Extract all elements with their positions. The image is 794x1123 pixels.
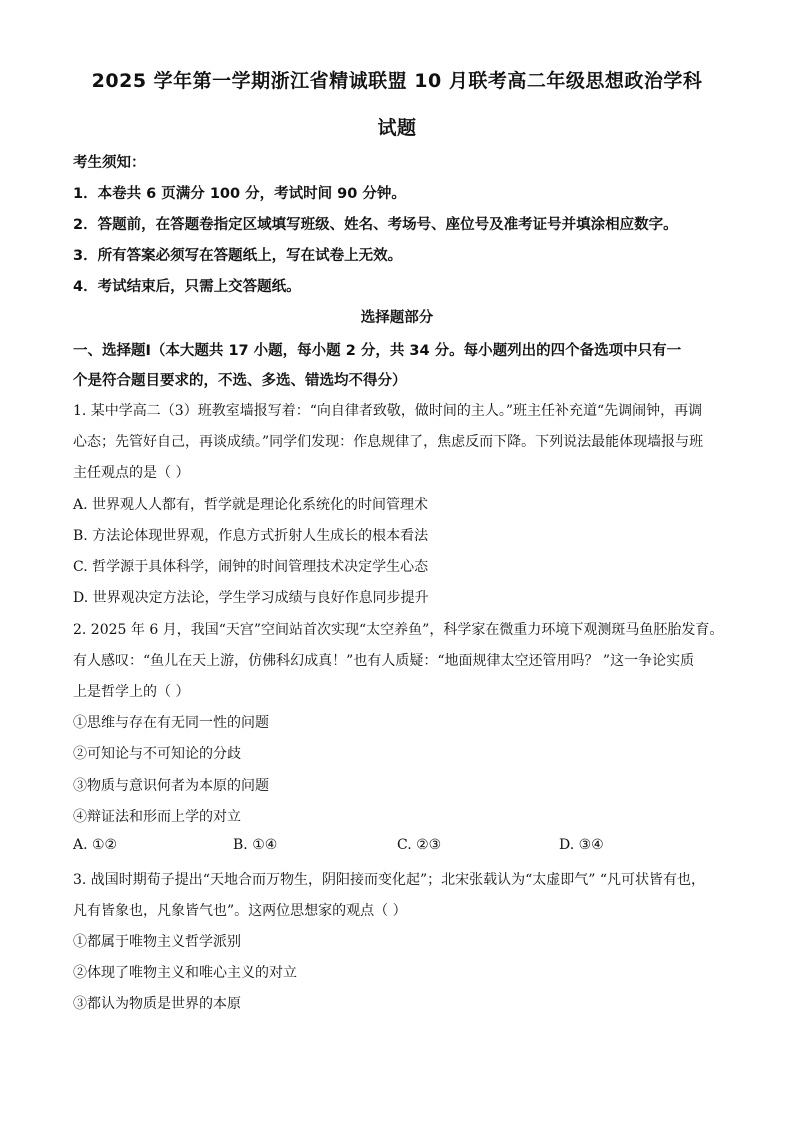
q3-statement-3: ③都认为物质是世界的本原 (73, 996, 241, 1012)
section-heading: 选择题部分 (360, 310, 434, 326)
q2-statement-3: ③物质与意识何者为本原的问题 (73, 778, 269, 794)
notice-heading: 考生须知： (73, 155, 146, 171)
q3-stem-line1: 3. 战国时期荀子提出“天地合而万物生，阴阳接而变化起”；北宋张载认为“太虚即气” “凡可状皆有也， (73, 872, 706, 888)
q1-option-c: C. 哲学源于具体科学，闹钟的时间管理技术决定学生心态 (73, 559, 429, 575)
exam-title-line1: 2025 学年第一学期浙江省精诚联盟 10 月联考高二年级思想政治学科 (91, 70, 703, 92)
q2-choice-c: C. ②③ (397, 837, 442, 853)
q2-choice-d: D. ③④ (559, 837, 604, 853)
q2-statement-4: ④辩证法和形而上学的对立 (73, 809, 241, 825)
q3-stem-line2: 凡有皆象也，凡象皆气也”。这两位思想家的观点（ ） (73, 903, 407, 919)
q2-stem-line3: 上是哲学上的（ ） (73, 684, 190, 700)
q2-statement-2: ②可知论与不可知论的分歧 (73, 746, 241, 762)
q2-stem-line1: 2. 2025 年 6 月，我国“天宫”空间站首次实现“太空养鱼”，科学家在微重力环境下观测斑马鱼胚胎发育。 (73, 622, 724, 638)
q1-option-a: A. 世界观人人都有，哲学就是理论化系统化的时间管理术 (73, 497, 429, 513)
q2-choice-a: A. ①② (73, 837, 118, 853)
q2-stem-line2: 有人感叹：“鱼儿在天上游，仿佛科幻成真！”也有人质疑：“地面规律太空还管用吗？ ”这一争论实质 (73, 653, 695, 669)
q1-stem-line1: 1. 某中学高二（3）班教室墙报写着：“向自律者致敬，做时间的主人。”班主任补充道“先调闹钟，再调 (73, 403, 703, 419)
notice-item-2: 2．答题前，在答题卷指定区域填写班级、姓名、考场号、座位号及准考证号并填涂相应数字。 (73, 217, 678, 233)
q1-option-b: B. 方法论体现世界观，作息方式折射人生成长的根本看法 (73, 528, 429, 544)
section-instruction-line2: 个是符合题目要求的，不选、多选、错选均不得分） (73, 373, 407, 389)
q3-statement-1: ①都属于唯物主义哲学派别 (73, 934, 241, 950)
q1-stem-line2: 心态；先管好自己，再谈成绩。”同学们发现：作息规律了，焦虑反而下降。下列说法最能体现墙报与班 (73, 434, 704, 450)
notice-item-3: 3．所有答案必须写在答题纸上，写在试卷上无效。 (73, 248, 403, 264)
notice-item-1: 1．本卷共 6 页满分 100 分，考试时间 90 分钟。 (73, 186, 406, 202)
exam-title-line2: 试题 (377, 117, 417, 139)
section-instruction-line1: 一、选择题Ⅰ（本大题共 17 小题，每小题 2 分，共 34 分。每小题列出的四个备选项中只有一 (73, 343, 682, 359)
q1-stem-line3: 主任观点的是（ ） (73, 465, 190, 481)
q1-option-d: D. 世界观决定方法论，学生学习成绩与良好作息同步提升 (73, 590, 429, 606)
notice-item-4: 4．考试结束后，只需上交答题纸。 (73, 279, 301, 295)
q3-statement-2: ②体现了唯物主义和唯心主义的对立 (73, 965, 297, 981)
q2-choice-b: B. ①④ (233, 837, 278, 853)
q2-statement-1: ①思维与存在有无同一性的问题 (73, 715, 269, 731)
